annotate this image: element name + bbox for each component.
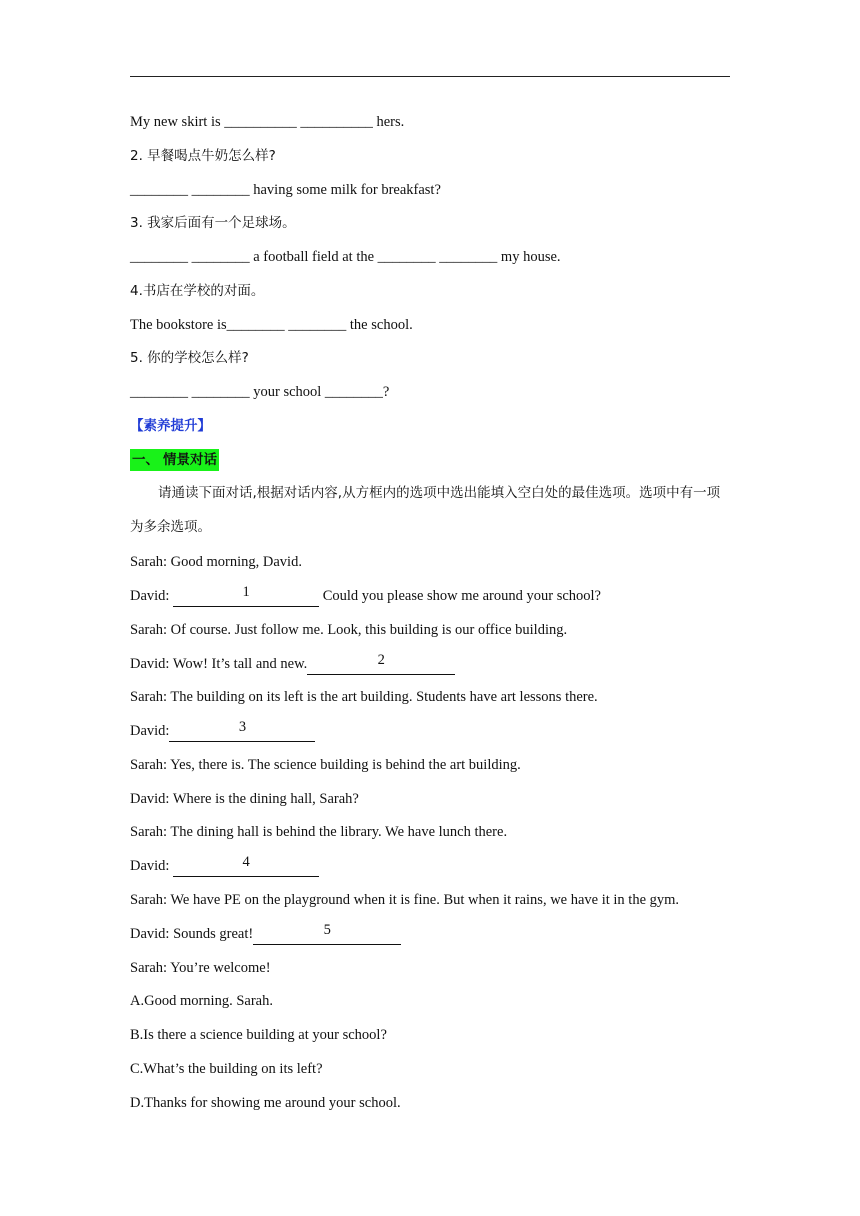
- answer-blank-2[interactable]: [307, 652, 455, 675]
- speaker-text: David:: [130, 723, 170, 739]
- question-4-chinese: 4.书店在学校的对面。: [130, 283, 265, 299]
- answer-blank-1[interactable]: [173, 584, 319, 607]
- dialogue-text: David: Wow! It’s tall and new.: [130, 656, 308, 672]
- option-c: C.What’s the building on its left?: [130, 1061, 323, 1077]
- part-title: 情景对话: [161, 449, 219, 471]
- section-title: 【素养提升】: [130, 418, 211, 434]
- part-heading: [130, 450, 219, 470]
- question-1-english: My new skirt is __________ __________ hers.: [130, 114, 405, 130]
- dialogue-text: Could you please show me around your school?: [319, 588, 601, 604]
- dialogue-text: David: Sounds great!: [130, 926, 254, 942]
- part-number: 一、: [130, 449, 161, 471]
- blank-number: 2: [377, 652, 385, 668]
- dialogue-line-6: [130, 721, 315, 742]
- dialogue-line-3: Sarah: Of course. Just follow me. Look, this building is our office building.: [130, 622, 568, 638]
- speaker-text: David:: [130, 858, 174, 874]
- blank-number: 5: [323, 922, 331, 938]
- dialogue-line-13: Sarah: You’re welcome!: [130, 960, 271, 976]
- question-3-chinese: 3. 我家后面有一个足球场。: [130, 215, 296, 231]
- answer-blank-4[interactable]: [173, 854, 319, 877]
- header-rule: [130, 76, 730, 77]
- dialogue-line-4: [130, 654, 455, 675]
- question-2-chinese: 2. 早餐喝点牛奶怎么样?: [130, 148, 276, 164]
- option-d: D.Thanks for showing me around your school.: [130, 1095, 401, 1111]
- answer-blank-5[interactable]: [253, 922, 401, 945]
- instructions: 请通读下面对话,根据对话内容,从方框内的选项中选出能填入空白处的最佳选项。选项中有一项为多余选项。: [130, 485, 721, 535]
- blank-number: 3: [238, 719, 247, 735]
- answer-blank-3[interactable]: [169, 719, 315, 742]
- question-4-english: The bookstore is________ ________ the school.: [130, 317, 413, 333]
- question-2-english: ________ ________ having some milk for breakfast?: [130, 182, 441, 198]
- blank-number: 4: [242, 854, 250, 870]
- option-a: A.Good morning. Sarah.: [130, 993, 273, 1009]
- dialogue-line-7: Sarah: Yes, there is. The science building is behind the art building.: [130, 757, 521, 773]
- dialogue-line-10: [130, 856, 319, 877]
- dialogue-line-9: Sarah: The dining hall is behind the library. We have lunch there.: [130, 824, 508, 840]
- dialogue-line-11: Sarah: We have PE on the playground when it is fine. But when it rains, we have it in the gym.: [130, 892, 680, 908]
- option-b: B.Is there a science building at your school?: [130, 1027, 387, 1043]
- question-3-english: ________ ________ a football field at the ________ ________ my house.: [130, 249, 561, 265]
- dialogue-line-12: [130, 924, 401, 945]
- dialogue-line-8: David: Where is the dining hall, Sarah?: [130, 791, 359, 807]
- question-5-english: ________ ________ your school ________?: [130, 384, 390, 400]
- blank-number: 1: [242, 584, 250, 600]
- dialogue-line-2: [130, 586, 601, 607]
- dialogue-line-1: Sarah: Good morning, David.: [130, 554, 302, 570]
- dialogue-line-5: Sarah: The building on its left is the art building. Students have art lessons there.: [130, 689, 598, 705]
- speaker-text: David:: [130, 588, 174, 604]
- question-5-chinese: 5. 你的学校怎么样?: [130, 350, 249, 366]
